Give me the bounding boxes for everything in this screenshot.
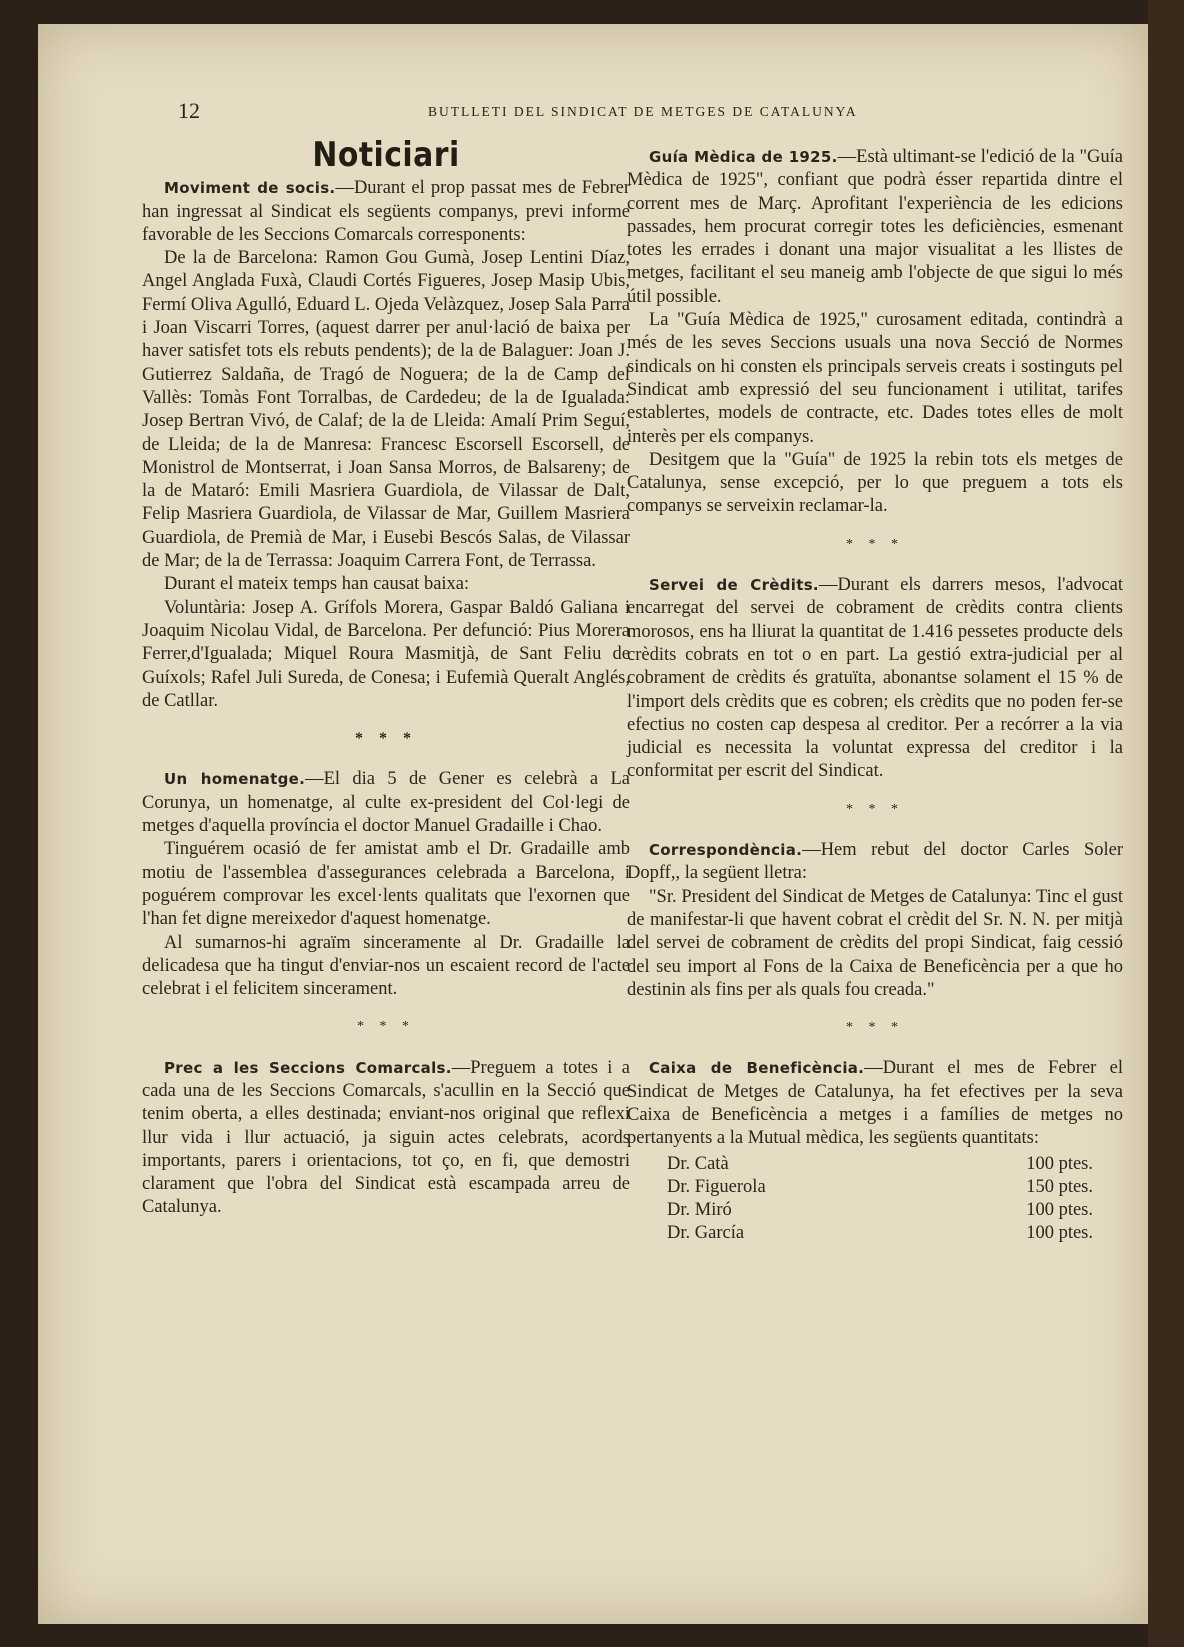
paragraph: "Sr. President del Sindicat de Metges de Catalunya: Tinc el gust de manifestar-li que havent cobrat el crèdit del Sr. N. N. per mitjà del servei de cobrament de crèdits del propi Sindicat, faig cessió del seu import al Fons de la Caixa de Beneficència per a que ho destinin als fins per als quals fou creada." [627, 886, 1123, 1000]
paragraph: Desitgem que la "Guía" de 1925 la rebin tots els metges de Catalunya, sense excepció, per lo que preguem a tots els companys se serveixin reclamar-la. [627, 449, 1123, 517]
list-item: Dr. Catà 100 ptes. [667, 1153, 1093, 1174]
article-heading: Caixa de Beneficència. [649, 1059, 865, 1078]
list-item: Dr. Miró 100 ptes. [667, 1200, 1093, 1221]
quantitats-list [627, 1153, 1123, 1246]
page-header [38, 98, 1148, 128]
running-head: BUTLLETI DEL SINDICAT DE METGES DE CATALUNYA [428, 104, 858, 119]
paragraph: De la de Barcelona: Ramon Gou Gumà, Josep Lentini Díaz, Angel Anglada Fuxà, Claudi Cortés Figueres, Josep Masip Ubis, Fermí Oliva Agulló, Eduard L. Ojeda Velàzquez, Josep Sala Parra i Joan Viscarri Torres, (aquest darrer per anul·lació de baixa per haver satisfet tots els rebuts pendents); de la de Balaguer: Joan J. Gutierrez Saldaña, de Tragó de Noguera; de la de Camp del Vallès: Tomàs Font Torralbas, de Cardedeu; de la de Igualada: Josep Bertran Vivó, de Calaf; de la de Lleida: Amalí Prim Seguí, de Lleida; de la de Manresa: Francesc Escorsell Escorsell, de Monistrol de Montserrat, i Joan Sansa Morros, de Balsareny; de la de Mataró: Emili Masriera Guardiola, de Vilassar de Dalt, Felip Masriera Guardiola, de Vilassar de Mar, Guillem Masriera Guardiola, de Premià de Mar, i Eusebi Bescós Salas, de Vilassar de Mar; de la de Terrassa: Joaquim Carrera Font, de Terrassa. [142, 248, 630, 572]
article-servei: Servei de Crèdits.—Durant els darrers mesos, l'advocat encarregat del servei de cobrament de crèdits contra clients morosos, ens ha lliurat la quantitat de 1.416 pessetes producte dels crèdits cobrats en tot o en part. La gestió extra-judicial per al cobrament de crèdits és gratuïta, abonantse solament el 15 % de l'import dels crèdits que es cobren; els crèdits que no poden fer-se efectius no costen cap despesa al creditor. Per a recórrer a la via judicial es necessita la voluntat expressa del creditor i la conformitat per escrit del Sindicat. [627, 575, 1123, 782]
separator: * * * [846, 801, 904, 817]
article-heading: Correspondència. [649, 841, 803, 860]
separator: * * * [846, 536, 904, 552]
section-title: Noticiari [312, 135, 460, 175]
book-edge [1148, 0, 1184, 1647]
article-caixa: Caixa de Beneficència.—Durant el mes de Febrer el Sindicat de Metges de Catalunya, ha fet efectives per la seva Caixa de Beneficència a metges i a famílies de metges no pertanyents a la Mutual mèdica, les següents quantitats: [627, 1058, 1124, 1149]
paragraph: Al sumarnos-hi agraïm sinceramente al Dr. Gradaille la delicadesa que ha tingut d'enviar-nos un escaient record de l'acte celebrat i el felicitem sincerament. [142, 932, 630, 1000]
article-heading: Moviment de socis. [164, 179, 336, 198]
paragraph: La "Guía Mèdica de 1925," curosament editada, contindrà a més de les seves Seccions usuals una nova Secció de Normes sindicals on hi consten els principals serveis creats i sostinguts pel Sindicat amb expressió del seu funcionament i utilitat, tarifes establertes, models de contracte, etc. Dades totes elles de molt interès per els companys. [627, 310, 1123, 447]
separator: * * * [357, 1019, 415, 1035]
separator: * * * [846, 1020, 904, 1036]
article-heading: Un homenatge. [164, 770, 306, 789]
paragraph: Durant el mateix temps han causat baixa: [164, 574, 470, 595]
page-number: 12 [178, 98, 200, 123]
separator: * * * [355, 730, 417, 748]
list-item: Dr. Figuerola 150 ptes. [667, 1176, 1093, 1197]
paragraph: Tinguérem ocasió de fer amistat amb el Dr. Gradaille amb motiu de l'assemblea d'assegurances celebrada a Barcelona, i poguérem comprovar les excel·lents qualitats que l'exornen que l'han fet digne mereixedor d'aquest homenatge. [142, 839, 630, 930]
article-prec: Prec a les Seccions Comarcals.—Preguem a totes i a cada una de les Seccions Comarcals, s'acullin en la Secció que tenim oberta, a elles destinada; enviant-nos original que reflexi llur vida i llur actuació, ja siguin actes celebrats, acords importants, parers i orientacions, tot ço, en fi, que demostri clarament que l'obra del Sindicat està escampada arreu de Catalunya. [142, 1057, 630, 1218]
article-homenatge: Un homenatge.—El dia 5 de Gener es celebrà a La Corunya, un homenatge, al culte ex-president del Col·legi de metges d'aquella província el doctor Manuel Gradaille i Chao. [142, 769, 630, 837]
article-heading: Guía Mèdica de 1925. [649, 148, 838, 166]
left-column [142, 135, 631, 1220]
article-heading: Prec a les Seccions Comarcals. [164, 1058, 452, 1077]
article-correspondencia: Correspondència.—Hem rebut del doctor Carles Soler Dopff,, la següent lletra: [627, 840, 1123, 884]
list-item: Dr. García 100 ptes. [667, 1223, 1093, 1244]
right-column [627, 146, 1123, 1246]
article-moviment: Moviment de socis.—Durant el prop passat mes de Febrer han ingressat al Sindicat els següents companys, previ informe favorable de les Seccions Comarcals corresponents: [142, 178, 631, 245]
paragraph: Voluntària: Josep A. Grífols Morera, Gaspar Baldó Galiana i Joaquim Nicolau Vidal, de Barcelona. Per defunció: Pius Morera Ferrer,d'Igualada; Miquel Roura Masmitjà, de Sant Feliu de Guíxols; Rafel Juli Sureda, de Conesa; i Eufemià Queralt Anglés, de Catllar. [142, 597, 630, 711]
article-guia: Guía Mèdica de 1925.—Està ultimant-se l'edició de la "Guía Mèdica de 1925", confiant que podrà ésser repartida dintre el corrent mes de Març. Aprofitant l'experiència de les edicions passades, hem procurat corregir totes les deficiències, esmenant totes les errades i donant una major visualitat a les llistes de metges, facilitant el seu maneig amb l'objecte de que sigui lo més útil possible. [627, 147, 1123, 307]
article-heading: Servei de Crèdits. [649, 576, 819, 595]
